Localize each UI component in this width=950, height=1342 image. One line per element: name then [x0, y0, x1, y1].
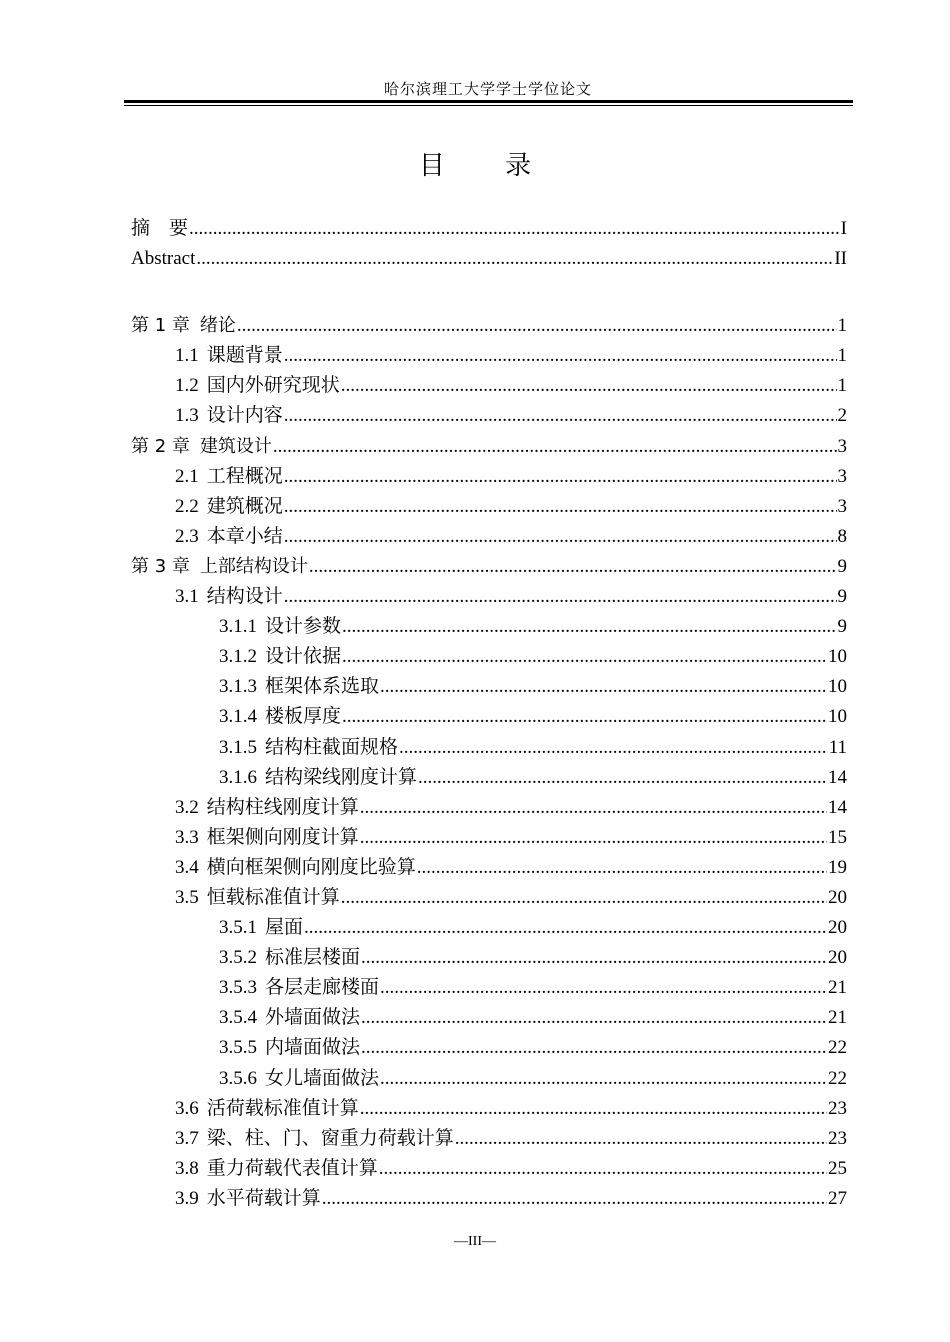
toc-entry[interactable] [131, 973, 847, 1003]
toc-entry[interactable] [131, 1094, 847, 1124]
toc-leader [237, 311, 837, 341]
toc-entry-title: 楼板厚度 [265, 706, 342, 728]
toc-leader [284, 401, 837, 431]
toc-entry-number: 第 3 章 [131, 555, 190, 577]
toc-entry-title: 外墙面做法 [265, 1007, 361, 1029]
toc-entry[interactable] [131, 371, 847, 401]
table-of-contents [131, 214, 847, 1214]
toc-leader [304, 913, 827, 943]
toc-entry-title: 摘 要 [131, 218, 189, 239]
toc-entry[interactable] [131, 883, 847, 913]
toc-leader [341, 883, 827, 913]
toc-entry-number: 3.1.2 [219, 646, 257, 668]
toc-leader [399, 733, 828, 763]
toc-leader [360, 823, 827, 853]
toc-entry-abstract-en[interactable] [131, 244, 847, 274]
toc-entry-title: 活荷载标准值计算 [206, 1097, 359, 1119]
toc-entry-page: II [834, 248, 847, 270]
toc-entry[interactable] [131, 913, 847, 943]
toc-leader [284, 341, 837, 371]
toc-leader [309, 552, 837, 582]
toc-entry-page: 3 [837, 495, 847, 517]
toc-entry[interactable] [131, 401, 847, 431]
toc-entry-page: 20 [828, 886, 847, 908]
toc-leader [361, 1003, 827, 1033]
toc-entry-number: 3.5.6 [219, 1067, 257, 1089]
toc-entry-page: 15 [828, 826, 847, 848]
toc-entry-page: 21 [828, 1007, 847, 1029]
running-header: 哈尔滨理工大学学士学位论文 [383, 82, 592, 98]
toc-entry-number: 1.3 [175, 405, 199, 427]
toc-entry-number: 3.9 [175, 1187, 199, 1209]
toc-entry-page: 10 [828, 646, 847, 668]
toc-entry-number: 3.6 [175, 1097, 199, 1119]
toc-leader [361, 943, 827, 973]
toc-entry-number: 3.5.2 [219, 947, 257, 969]
toc-leader [284, 522, 837, 552]
toc-entry-title: 各层走廊楼面 [265, 977, 380, 999]
toc-entry-page: 9 [837, 555, 847, 577]
toc-entry-title: 课题背景 [206, 345, 283, 367]
toc-entry-title: 内墙面做法 [265, 1037, 361, 1059]
toc-entry-title: 建筑概况 [206, 495, 283, 517]
toc-entry-number: 3.5.3 [219, 977, 257, 999]
toc-entry-title: 设计参数 [265, 616, 342, 638]
toc-entry[interactable] [131, 823, 847, 853]
toc-entry[interactable] [131, 1003, 847, 1033]
header-rule-thin [124, 105, 853, 106]
toc-leader [342, 702, 827, 732]
toc-entry[interactable] [131, 612, 847, 642]
toc-entry-page: 10 [828, 706, 847, 728]
toc-entry-number: 3.5 [175, 886, 199, 908]
toc-entry-number: 3.5.1 [219, 917, 257, 939]
toc-entry[interactable] [131, 311, 847, 341]
toc-entry-number: 3.1.4 [219, 706, 257, 728]
toc-entry-page: 9 [837, 616, 847, 638]
toc-entry-title: 工程概况 [206, 465, 283, 487]
toc-entry-page: 9 [837, 586, 847, 608]
toc-entry-title: 国内外研究现状 [206, 375, 340, 397]
toc-leader [455, 1124, 827, 1154]
toc-leader [361, 1033, 827, 1063]
toc-entry-number: 3.5.4 [219, 1007, 257, 1029]
toc-entry-title: 绪论 [199, 315, 236, 337]
toc-entry-number: 第 1 章 [131, 315, 190, 337]
toc-entry-title: 标准层楼面 [265, 947, 361, 969]
toc-entry-page: 22 [828, 1037, 847, 1059]
toc-entry-number: 3.1.3 [219, 676, 257, 698]
toc-entry-page: 2 [837, 405, 847, 427]
toc-entry-page: I [840, 218, 847, 239]
toc-entry[interactable] [131, 462, 847, 492]
toc-entry-page: 19 [828, 856, 847, 878]
toc-entry-number: 3.1.1 [219, 616, 257, 638]
toc-leader [380, 1064, 827, 1094]
toc-leader [284, 462, 837, 492]
toc-entry-page: 1 [837, 345, 847, 367]
toc-leader [360, 1094, 827, 1124]
toc-entry-title: 框架侧向刚度计算 [206, 826, 359, 848]
toc-entry-title: 设计内容 [206, 405, 283, 427]
toc-entry-page: 22 [828, 1067, 847, 1089]
toc-entry[interactable] [131, 582, 847, 612]
toc-leader [380, 973, 827, 1003]
toc-leader [284, 582, 837, 612]
toc-entry-abstract-cn[interactable] [131, 214, 847, 244]
toc-entry-title: 女儿墙面做法 [265, 1067, 380, 1089]
toc-entry-number: 3.3 [175, 826, 199, 848]
header-rule-thick [124, 100, 853, 103]
toc-entry[interactable] [131, 642, 847, 672]
toc-entry[interactable] [131, 432, 847, 462]
toc-entry-title: 恒载标准值计算 [206, 886, 340, 908]
toc-entry[interactable] [131, 763, 847, 793]
toc-entry-title: 结构柱线刚度计算 [206, 796, 359, 818]
toc-leader [380, 672, 827, 702]
toc-entry-title: 横向框架侧向刚度比验算 [206, 856, 416, 878]
toc-entry-number: 3.1.6 [219, 766, 257, 788]
toc-entry-page: 3 [837, 435, 847, 457]
toc-entry-number: 第 2 章 [131, 435, 190, 457]
toc-entry[interactable] [131, 1124, 847, 1154]
toc-entry[interactable] [131, 1033, 847, 1063]
toc-leader [342, 642, 827, 672]
toc-entry-number: 3.2 [175, 796, 199, 818]
toc-entry-page: 25 [828, 1157, 847, 1179]
toc-entry[interactable] [131, 943, 847, 973]
toc-entry[interactable] [131, 793, 847, 823]
toc-entry-page: 23 [828, 1127, 847, 1149]
toc-leader [342, 612, 836, 642]
page-number: —III— [454, 1234, 496, 1249]
toc-entry-title: 上部结构设计 [199, 555, 308, 577]
toc-leader [379, 1154, 827, 1184]
toc-entry-page: 14 [828, 796, 847, 818]
toc-entry-number: 1.1 [175, 345, 199, 367]
page-title: 目 录 [418, 151, 558, 181]
toc-entry-title: 结构梁线刚度计算 [265, 766, 418, 788]
toc-leader [196, 244, 833, 274]
toc-leader [284, 492, 837, 522]
toc-leader [341, 371, 837, 401]
toc-entry-number: 2.3 [175, 525, 199, 547]
toc-entry-number: 2.2 [175, 495, 199, 517]
toc-entry-page: 10 [828, 676, 847, 698]
toc-entry-number: 3.1.5 [219, 736, 257, 758]
toc-entry-number: 1.2 [175, 375, 199, 397]
toc-entry-number: 3.5.5 [219, 1037, 257, 1059]
toc-leader [417, 853, 827, 883]
toc-entry[interactable] [131, 1064, 847, 1094]
toc-entry-page: 11 [828, 736, 847, 758]
toc-entry-page: 3 [837, 465, 847, 487]
toc-entry-title: 结构柱截面规格 [265, 736, 399, 758]
toc-entry-title: Abstract [131, 248, 196, 270]
toc-entry[interactable] [131, 672, 847, 702]
toc-spacer [131, 274, 847, 311]
toc-entry-page: 20 [828, 947, 847, 969]
toc-entry-page: 14 [828, 766, 847, 788]
toc-entry[interactable] [131, 522, 847, 552]
toc-entry[interactable] [131, 552, 847, 582]
toc-entry-number: 3.7 [175, 1127, 199, 1149]
toc-entry-page: 21 [828, 977, 847, 999]
toc-entry-title: 重力荷载代表值计算 [206, 1157, 378, 1179]
toc-entry-number: 3.1 [175, 586, 199, 608]
toc-leader [322, 1184, 827, 1214]
toc-entry-number: 2.1 [175, 465, 199, 487]
toc-entry-page: 27 [828, 1187, 847, 1209]
toc-entry-page: 1 [837, 315, 847, 337]
toc-entry[interactable] [131, 702, 847, 732]
toc-entry-page: 1 [837, 375, 847, 397]
toc-entry[interactable] [131, 733, 847, 763]
toc-entry-page: 23 [828, 1097, 847, 1119]
toc-entry-title: 建筑设计 [199, 435, 272, 457]
toc-entry[interactable] [131, 492, 847, 522]
toc-leader [360, 793, 827, 823]
toc-entry-page: 20 [828, 917, 847, 939]
toc-entry-title: 水平荷载计算 [206, 1187, 321, 1209]
toc-leader [189, 214, 840, 244]
toc-entry-page: 8 [837, 525, 847, 547]
toc-entry-title: 本章小结 [206, 525, 283, 547]
toc-entry[interactable] [131, 341, 847, 371]
toc-entry[interactable] [131, 853, 847, 883]
toc-entry[interactable] [131, 1154, 847, 1184]
toc-entry-title: 框架体系选取 [265, 676, 380, 698]
toc-entry-title: 结构设计 [206, 586, 283, 608]
toc-leader [418, 763, 827, 793]
toc-entry-number: 3.4 [175, 856, 199, 878]
toc-entry-number: 3.8 [175, 1157, 199, 1179]
toc-entry-title: 屋面 [265, 917, 304, 939]
toc-entry[interactable] [131, 1184, 847, 1214]
toc-entry-title: 设计依据 [265, 646, 342, 668]
toc-leader [273, 432, 837, 462]
toc-entry-title: 梁、柱、门、窗重力荷载计算 [206, 1127, 454, 1149]
